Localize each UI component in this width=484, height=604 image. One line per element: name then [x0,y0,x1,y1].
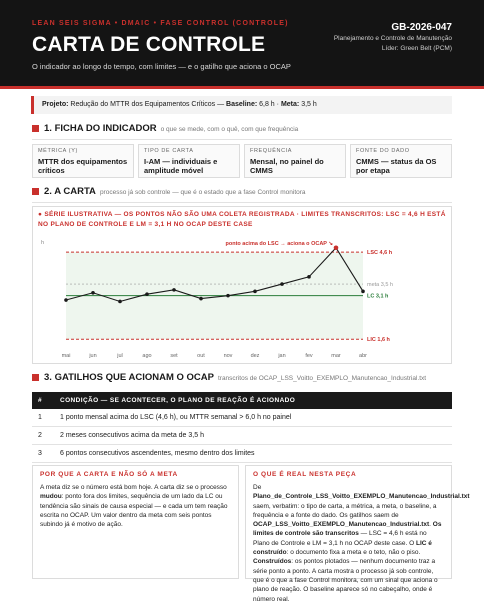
panel-text: : os pontos plotados — nenhum documento traz a série ponto a ponto. A carta mostra o processo já sob controle, que é o que a fase Control monitora, com um sinal que aciona o plano de reação. O baseline aparece só no cabeçalho, onde é número real. [253,558,438,603]
what-is-real-panel [245,465,470,603]
table-row [32,409,452,427]
project-bar [31,96,452,114]
table-row [32,445,452,463]
indicator-card-metric [32,144,134,178]
panel-text: : ponto fora dos limites, sequência de um lado da LC ou tendência são sinais de causa especial — e cada um tem reação escrita no OCAP. Um valor dentro da meta com seis pontos subindo já é motivo de ação. [40,493,228,529]
x-tick-label: abr [359,353,367,359]
signal-annotation: ponto acima do LSC → aciona o OCAP ↘ [225,240,333,247]
data-point [172,288,176,292]
triggers-table [32,392,452,463]
data-point [199,297,203,301]
panel-text: — LSC = 4,6 h está no Plano de Controle e LM = 3,1 h no OCAP deste case. O [253,530,427,547]
panel-emphasis: Construídos [253,558,292,566]
data-point [118,300,122,304]
project-label: Projeto: [42,101,69,108]
section-triggers-header [32,372,452,386]
data-point [280,282,284,286]
y-axis-label: h [41,240,45,246]
page-subtitle: O indicador ao longo do tempo, com limites — e o gatilho que aciona o OCAP [32,62,291,71]
x-tick-label: nov [223,353,233,359]
section-divider [32,202,452,203]
indicator-card-source [350,144,452,178]
page-title: CARTA DE CONTROLE [32,33,266,56]
section-indicator-header [32,123,452,137]
card-key: FREQUÊNCIA [250,148,293,154]
project-text: Redução do MTTR dos Equipamentos Críticos — [70,101,225,108]
section-marker [32,374,39,381]
document-code: GB-2026-047 [391,22,452,33]
x-tick-label: jun [89,353,97,359]
panel-text: De [253,484,262,491]
panel-heading: POR QUE A CARTA E NÃO SÓ A META [40,471,178,478]
x-tick-label: ago [142,353,152,359]
table-row [32,427,452,445]
section-divider [32,139,452,140]
data-point [361,290,365,294]
trigger-number: 1 [32,409,54,427]
file-name: OCAP_LSS_Voitto_EXEMPLO_Manutencao_Industrial.txt [253,521,430,529]
panel-emphasis: Os limites de controle são transcritos [253,521,442,538]
header-eyebrow: LEAN SEIS SIGMA • DMAIC • FASE CONTROL (CONTROLE) [32,20,289,27]
card-key: TIPO DE CARTA [144,148,194,154]
card-value: CMMS — status da OS por etapa [356,157,437,175]
cl-label: LC 3,1 h [367,293,389,300]
section-chart-header [32,186,452,200]
section-title: A CARTA [54,186,96,197]
signal-point [334,246,339,251]
x-tick-label: set [170,353,178,359]
card-value: I-AM — individuais e amplitude móvel [144,157,218,175]
panel-text: saem, verbatim: o tipo de carta, a métrica, a meta, o baseline, a frequência e a fonte do dado. Os gatilhos saem de [253,502,437,519]
chart-disclaimer: ● SÉRIE ILUSTRATIVA — OS PONTOS NÃO SÃO UMA COLETA REGISTRADA · LIMITES TRANSCRITOS: LSC = 4,6 H ESTÁ NO PLANO DE CONTROLE E LM = 3,1 H NO OCAP DESTE CASE [38,211,446,228]
x-tick-label: out [197,353,205,359]
project-separator: · [276,101,279,108]
indicator-card-frequency [244,144,346,178]
header-leader: Líder: Green Belt (PCM) [381,45,452,52]
section-note: o que se mede, com o quê, com que frequência [160,126,299,133]
baseline-value: 6,8 h [259,101,275,108]
column-header-condition: CONDIÇÃO — SE ACONTECER, O PLANO DE REAÇÃO É ACIONADO [54,392,452,409]
card-value: MTTR dos equipamentos críticos [38,157,128,175]
control-chart [33,207,451,363]
x-tick-label: fev [305,353,313,359]
data-point [64,298,68,302]
section-title: FICHA DO INDICADOR [54,123,157,134]
header-org: Planejamento e Controle de Manutenção [333,35,452,42]
column-header-number: # [32,392,54,409]
goal-label: meta 3,5 h [367,282,393,289]
section-note: transcritos de OCAP_LSS_Voitto_EXEMPLO_Manutencao_Industrial.txt [217,375,427,382]
baseline-label: Baseline: [226,101,258,108]
data-point [91,291,95,295]
table-header-row [32,392,452,409]
trigger-number: 3 [32,445,54,463]
panel-text: A meta diz se o número está bom hoje. A carta diz se o processo [40,484,227,491]
goal-value: 3,5 h [301,101,317,108]
panel-heading: O QUE É REAL NESTA PEÇA [253,471,357,478]
panel-text: : o documento fixa a meta e o teto, não o piso. [286,549,421,557]
panel-body [253,483,470,604]
trigger-condition: 2 meses consecutivos acima da meta de 3,5 h [54,427,452,445]
data-point [226,294,230,298]
data-point [307,275,311,279]
section-number: 3. [44,372,52,383]
panel-emphasis: LIC é construído [253,539,432,557]
card-key: FONTE DO DADO [356,148,410,154]
x-tick-label: mar [331,353,341,359]
card-key: MÉTRICA (Y) [38,148,78,154]
panel-emphasis: mudou [40,493,62,501]
trigger-number: 2 [32,427,54,445]
x-tick-label: dez [250,353,260,359]
lcl-label: LIC 1,6 h [367,337,390,344]
x-tick-label: jul [117,353,123,359]
data-point [253,290,257,294]
section-number: 1. [44,123,52,134]
panel-text: . [429,521,433,529]
x-tick-label: jan [278,353,286,359]
goal-label: Meta: [280,101,300,108]
panel-body [40,483,231,529]
trigger-condition: 6 pontos consecutivos ascendentes, mesmo dentro dos limites [54,445,452,463]
control-chart-panel [32,206,452,364]
ucl-label: LSC 4,6 h [367,250,393,257]
section-marker [32,188,39,195]
section-note: processo já sob controle — que é o estado que a fase Control monitora [99,189,306,196]
header-accent-rule [0,86,484,89]
why-chart-panel [32,465,239,579]
header-band [0,0,484,86]
section-marker [32,125,39,132]
data-point [145,292,149,296]
indicator-card-chart-type [138,144,240,178]
section-number: 2. [44,186,52,197]
file-name: Plano_de_Controle_LSS_Voitto_EXEMPLO_Manutencao_Industrial.txt [253,493,470,501]
trigger-condition: 1 ponto mensal acima do LSC (4,6 h), ou MTTR semanal > 6,0 h no painel [54,409,452,427]
section-title: GATILHOS QUE ACIONAM O OCAP [54,372,214,383]
card-value: Mensal, no painel do CMMS [250,157,324,175]
x-tick-label: mai [61,353,71,359]
